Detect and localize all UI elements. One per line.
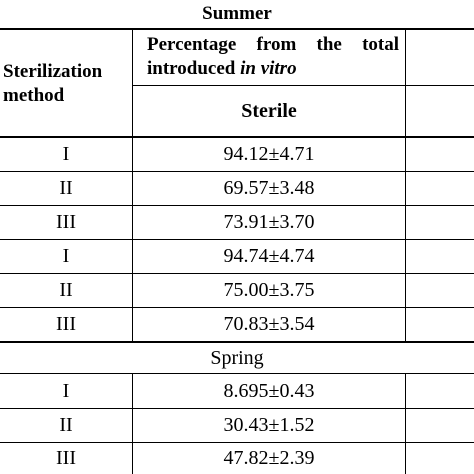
header-percentage: Percentage from the total bbox=[147, 34, 399, 55]
table-cell-value: 8.695±0.43 bbox=[223, 379, 315, 402]
header-in-vitro: in vitro bbox=[240, 58, 297, 79]
table-cell-value: 69.57±3.48 bbox=[223, 177, 315, 199]
table-cell-method: II bbox=[59, 279, 73, 301]
table-cell-value: 30.43±1.52 bbox=[223, 414, 315, 436]
table-cell-method: III bbox=[56, 313, 76, 335]
season-spring: Spring bbox=[210, 346, 264, 369]
header-method: Sterilization method bbox=[3, 61, 103, 106]
table-cell-method: I bbox=[62, 245, 70, 267]
table-cell-method: I bbox=[62, 143, 70, 165]
table-cell-value: 75.00±3.75 bbox=[223, 279, 315, 301]
table-cell-method: I bbox=[62, 379, 70, 402]
table-cell-value: 94.12±4.71 bbox=[223, 143, 315, 165]
table-cell-value: 47.82±2.39 bbox=[223, 447, 315, 469]
header-introduced: introduced bbox=[147, 58, 236, 79]
table-cell-value: 73.91±3.70 bbox=[223, 211, 315, 233]
table-cell-method: III bbox=[56, 447, 76, 469]
header-sterile: Sterile bbox=[241, 99, 297, 122]
table-cell-method: II bbox=[59, 414, 73, 436]
rule-top bbox=[0, 28, 474, 30]
table-cell-value: 70.83±3.54 bbox=[223, 313, 315, 335]
col-divider-2 bbox=[405, 373, 406, 474]
table-cell-method: II bbox=[59, 177, 73, 199]
header-percentage-line2 bbox=[147, 57, 399, 81]
table-cell-method: III bbox=[56, 211, 76, 233]
season-summer: Summer bbox=[202, 3, 272, 24]
table-cell-value: 94.74±4.74 bbox=[223, 245, 315, 267]
col-divider-2 bbox=[405, 28, 406, 342]
